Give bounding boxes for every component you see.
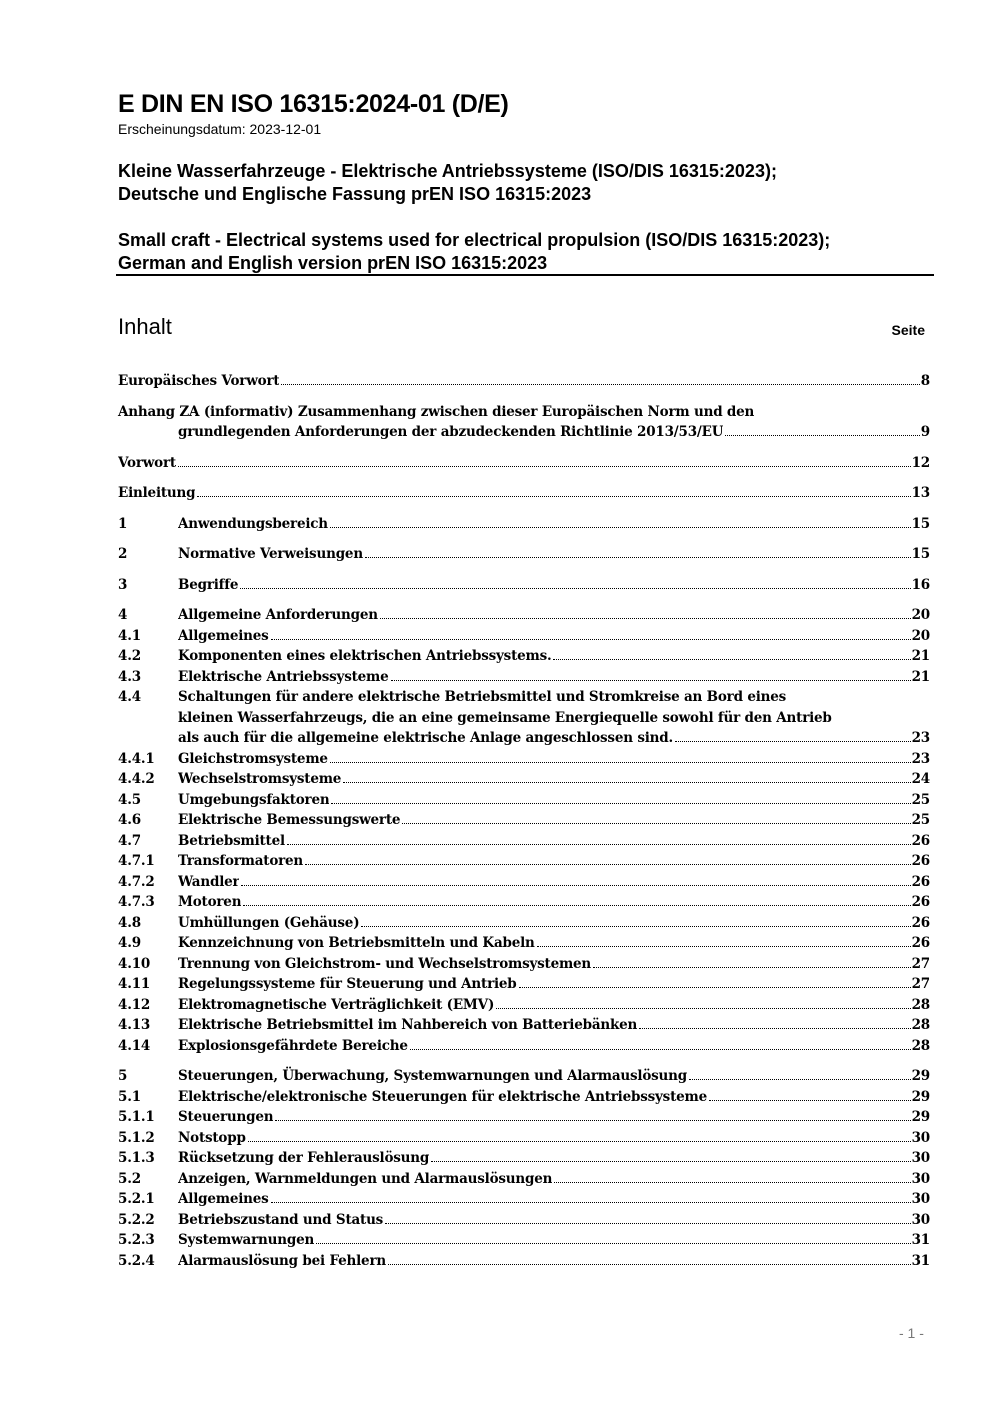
- page-column-label: Seite: [891, 322, 925, 338]
- toc-entry[interactable]: [118, 1148, 930, 1169]
- toc-entry-number: 4.6: [118, 812, 141, 828]
- toc-entry-number: 4.10: [118, 955, 151, 972]
- toc-entry-number: 3: [118, 576, 128, 593]
- toc-entry-number: 4.5: [118, 791, 141, 808]
- toc-entry-number: 5: [118, 1068, 128, 1084]
- toc-entry-number: 4.3: [118, 668, 141, 685]
- toc-entry-page: 12: [911, 454, 930, 471]
- toc-entry[interactable]: [118, 1189, 930, 1210]
- toc-entry[interactable]: [118, 954, 930, 975]
- toc-entry[interactable]: [118, 646, 930, 667]
- dot-leader: [316, 1243, 911, 1244]
- toc-entry[interactable]: [118, 371, 930, 392]
- toc-entry-label: Schaltungen für andere elektrische Betriebsmittel und Stromkreise an Bord eines: [178, 689, 787, 705]
- toc-entry-label: als auch für die allgemeine elektrische Anlage angeschlossen sind.: [178, 730, 674, 746]
- title-divider: [116, 274, 934, 276]
- toc-entry-number: 4.1: [118, 627, 141, 644]
- toc-entry[interactable]: [118, 810, 930, 831]
- toc-entry[interactable]: [118, 851, 930, 872]
- toc-entry-number: 5.1.2: [118, 1129, 155, 1146]
- toc-entry-label: Betriebszustand und Status: [178, 1211, 384, 1228]
- toc-entry-number: 5.2.4: [118, 1252, 155, 1269]
- dot-leader: [330, 527, 911, 528]
- dot-leader: [178, 466, 911, 467]
- dot-leader: [675, 741, 911, 742]
- dot-leader: [554, 1182, 910, 1183]
- toc-entry-page: 8: [920, 373, 930, 389]
- toc-entry-number: 4.7: [118, 832, 141, 849]
- toc-entry-number: 5.2: [118, 1170, 141, 1187]
- toc-entry-label: Notstopp: [178, 1129, 246, 1146]
- toc-entry[interactable]: [118, 422, 930, 443]
- toc-entry-number: 4: [118, 607, 128, 623]
- toc-heading: Inhalt: [118, 314, 172, 339]
- toc-entry[interactable]: [118, 544, 930, 565]
- toc-entry-page: 21: [911, 648, 930, 664]
- toc-entry-label: Allgemeines: [178, 1191, 269, 1207]
- toc-entry-label: Elektrische/elektronische Steuerungen für elektrische Antriebssysteme: [178, 1088, 707, 1105]
- toc-entry-page: 26: [911, 935, 930, 951]
- toc-entry[interactable]: [118, 514, 930, 535]
- dot-leader: [431, 1161, 910, 1162]
- toc-entry-number: 4.9: [118, 935, 141, 951]
- toc-entry[interactable]: [118, 790, 930, 811]
- toc-entry-number: 5.2.2: [118, 1211, 155, 1228]
- toc-entry[interactable]: [118, 1230, 930, 1251]
- toc-entry-label: Wechselstromsysteme: [178, 771, 342, 787]
- toc-entry-number: 4.11: [118, 976, 151, 992]
- dot-leader: [305, 864, 911, 865]
- toc-entry-label: Elektrische Betriebsmittel im Nahbereich von Batteriebänken: [178, 1017, 638, 1033]
- toc-entry[interactable]: [118, 1066, 930, 1087]
- toc-entry-page: 23: [911, 750, 930, 767]
- toc-entry-label: Betriebsmittel: [178, 832, 285, 849]
- toc-entry-page: 21: [911, 668, 930, 685]
- toc-entry[interactable]: [118, 626, 930, 647]
- page-number: - 1 -: [899, 1325, 924, 1341]
- toc-entry[interactable]: [118, 892, 930, 913]
- toc-entry-label: Umhüllungen (Gehäuse): [178, 914, 360, 931]
- toc-entry-label: grundlegenden Anforderungen der abzudeckenden Richtlinie 2013/53/EU: [178, 424, 724, 440]
- toc-entry-annex-line1[interactable]: Anhang ZA (informativ) Zusammenhang zwischen dieser Europäischen Norm und den: [118, 403, 755, 420]
- toc-entry-page: 9: [920, 424, 930, 440]
- toc-entry-number: 4.4.2: [118, 771, 155, 787]
- toc-entry-number: 5.2.1: [118, 1191, 155, 1207]
- dot-leader: [391, 680, 911, 681]
- toc-entry-number: 4.7.2: [118, 873, 155, 890]
- dot-leader: [243, 905, 910, 906]
- dot-leader: [709, 1100, 911, 1101]
- toc-entry-page: 28: [911, 1037, 930, 1054]
- dot-leader: [380, 618, 911, 619]
- toc-entry-page: 26: [911, 894, 930, 910]
- toc-entry-number: 4.12: [118, 996, 151, 1013]
- dot-leader: [385, 1223, 911, 1224]
- toc-entry-page: 27: [911, 976, 930, 992]
- toc-entry-label: Explosionsgefährdete Bereiche: [178, 1037, 408, 1054]
- title-english: [118, 229, 830, 275]
- toc-entry-page: 29: [911, 1088, 930, 1105]
- dot-leader: [330, 762, 911, 763]
- dot-leader: [248, 1141, 911, 1142]
- dot-leader: [287, 844, 911, 845]
- toc-entry-page: 25: [911, 812, 930, 828]
- toc-entry-page: 29: [911, 1109, 930, 1125]
- toc-entry-label: Motoren: [178, 894, 242, 910]
- toc-entry-page: 26: [911, 832, 930, 849]
- toc-entry-label: Anwendungsbereich: [178, 515, 328, 532]
- document-id: E DIN EN ISO 16315:2024-01 (D/E): [118, 90, 509, 118]
- toc-entry-page: 20: [911, 627, 930, 644]
- toc-entry[interactable]: [118, 728, 930, 749]
- dot-leader: [240, 588, 910, 589]
- dot-leader: [241, 885, 910, 886]
- toc-entry-label: Vorwort: [118, 454, 176, 471]
- toc-entry-4-4-line2[interactable]: kleinen Wasserfahrzeugs, die an eine gemeinsame Energiequelle sowohl für den Antrieb: [178, 709, 832, 726]
- toc-entry-page: 30: [911, 1150, 930, 1166]
- toc-entry-number: 5.1: [118, 1088, 141, 1105]
- toc-entry-page: 30: [911, 1170, 930, 1187]
- toc-entry[interactable]: [118, 605, 930, 626]
- toc-entry-number: 1: [118, 515, 128, 532]
- toc-entry-label: Alarmauslösung bei Fehlern: [178, 1252, 386, 1269]
- title-english-line: Small craft - Electrical systems used for electrical propulsion (ISO/DIS 16315:2023);: [118, 230, 831, 250]
- dot-leader: [689, 1079, 911, 1080]
- toc-entry-page: 26: [911, 853, 930, 869]
- toc-entry-page: 23: [911, 730, 930, 746]
- toc-entry-number: 2: [118, 546, 128, 562]
- toc-entry-label: Elektrische Antriebssysteme: [178, 668, 389, 685]
- dot-leader: [496, 1008, 910, 1009]
- toc-entry-number: 4.4: [118, 689, 141, 705]
- toc-entry-label: Trennung von Gleichstrom- und Wechselstromsystemen: [178, 955, 592, 972]
- toc-entry[interactable]: [118, 575, 930, 596]
- toc-entry-label: Allgemeine Anforderungen: [178, 607, 378, 623]
- toc-entry-label: Elektromagnetische Verträglichkeit (EMV): [178, 996, 495, 1013]
- toc-entry[interactable]: [118, 995, 930, 1016]
- toc-entry-page: 25: [911, 791, 930, 808]
- toc-entry-page: 27: [911, 955, 930, 972]
- dot-leader: [343, 782, 910, 783]
- dot-leader: [365, 557, 911, 558]
- toc-entry-number: 5.2.3: [118, 1232, 155, 1248]
- dot-leader: [361, 926, 910, 927]
- toc-entry-label: Umgebungsfaktoren: [178, 791, 330, 808]
- toc-entry-label: Wandler: [178, 873, 240, 890]
- dot-leader: [281, 384, 919, 385]
- toc-entry-label: Normative Verweisungen: [178, 546, 363, 562]
- toc-entry-label: Allgemeines: [178, 627, 269, 644]
- toc-entry-label: Einleitung: [118, 485, 196, 501]
- dot-leader: [197, 496, 910, 497]
- toc-entry-page: 30: [911, 1129, 930, 1146]
- toc-entry[interactable]: [118, 1036, 930, 1057]
- toc-entry-label: Regelungssysteme für Steuerung und Antrieb: [178, 976, 517, 992]
- toc-entry[interactable]: [118, 453, 930, 474]
- toc-entry-label: Anzeigen, Warnmeldungen und Alarmauslösungen: [178, 1170, 553, 1187]
- toc-entry-number: 5.1.1: [118, 1109, 155, 1125]
- toc-entry[interactable]: [118, 1210, 930, 1231]
- dot-leader: [271, 639, 911, 640]
- toc-entry[interactable]: [118, 1251, 930, 1272]
- toc-entry-number: 4.14: [118, 1037, 151, 1054]
- toc-entry-page: 16: [911, 576, 930, 593]
- toc-entry-label: Elektrische Bemessungswerte: [178, 812, 401, 828]
- toc-entry-page: 31: [911, 1232, 930, 1248]
- toc-entry-page: 13: [911, 485, 930, 501]
- toc-entry-label: Europäisches Vorwort: [118, 373, 280, 389]
- toc-entry[interactable]: [118, 913, 930, 934]
- toc-entry-label: Begriffe: [178, 576, 239, 593]
- title-german: [118, 160, 777, 206]
- toc-entry[interactable]: [118, 769, 930, 790]
- toc-entry[interactable]: [118, 1015, 930, 1036]
- toc-entry[interactable]: [118, 872, 930, 893]
- dot-leader: [639, 1028, 910, 1029]
- toc-entry-page: 15: [911, 546, 930, 562]
- toc-entry-page: 26: [911, 914, 930, 931]
- toc-entry[interactable]: [118, 667, 930, 688]
- toc-entry-label: Gleichstromsysteme: [178, 750, 328, 767]
- toc-entry[interactable]: [118, 933, 930, 954]
- toc-entry[interactable]: [118, 1169, 930, 1190]
- title-english-line: German and English version prEN ISO 16315:2023: [118, 253, 548, 273]
- toc-entry-label: Systemwarnungen: [178, 1232, 315, 1248]
- toc-entry-page: 31: [911, 1252, 930, 1269]
- dot-leader: [553, 659, 910, 660]
- toc-entry-page: 15: [911, 515, 930, 532]
- toc-entry-page: 30: [911, 1211, 930, 1228]
- toc-entry-page: 24: [911, 771, 930, 787]
- table-of-contents: [118, 371, 930, 1271]
- dot-leader: [388, 1264, 911, 1265]
- dot-leader: [519, 987, 911, 988]
- toc-entry-page: 26: [911, 873, 930, 890]
- toc-entry[interactable]: [118, 831, 930, 852]
- dot-leader: [402, 823, 910, 824]
- dot-leader: [537, 946, 911, 947]
- dot-leader: [331, 803, 910, 804]
- toc-entry-page: 29: [911, 1068, 930, 1084]
- title-german-line: Deutsche und Englische Fassung prEN ISO 16315:2023: [118, 184, 592, 204]
- toc-entry[interactable]: [118, 1087, 930, 1108]
- toc-entry-label: Rücksetzung der Fehlerauslösung: [178, 1150, 430, 1166]
- toc-entry-label: Kennzeichnung von Betriebsmitteln und Kabeln: [178, 935, 535, 951]
- publication-date: Erscheinungsdatum: 2023-12-01: [118, 121, 322, 137]
- dot-leader: [271, 1202, 911, 1203]
- toc-entry[interactable]: [118, 974, 930, 995]
- dot-leader: [410, 1049, 911, 1050]
- toc-entry-label: Steuerungen, Überwachung, Systemwarnungen und Alarmauslösung: [178, 1068, 688, 1084]
- toc-entry-number: 4.4.1: [118, 750, 155, 767]
- toc-entry-number: 5.1.3: [118, 1150, 155, 1166]
- toc-entry-number: 4.13: [118, 1017, 151, 1033]
- toc-entry-number: 4.7.3: [118, 894, 155, 910]
- dot-leader: [725, 435, 919, 436]
- toc-entry-page: 20: [911, 607, 930, 623]
- toc-entry-4-4-line1[interactable]: [118, 687, 930, 708]
- toc-entry-number: 4.8: [118, 914, 141, 931]
- toc-entry[interactable]: [118, 1128, 930, 1149]
- toc-entry[interactable]: [118, 483, 930, 504]
- toc-entry-label: Transformatoren: [178, 853, 304, 869]
- toc-entry-page: 28: [911, 996, 930, 1013]
- toc-entry-number: 4.2: [118, 648, 141, 664]
- title-german-line: Kleine Wasserfahrzeuge - Elektrische Antriebssysteme (ISO/DIS 16315:2023);: [118, 161, 777, 181]
- toc-entry-label: Steuerungen: [178, 1109, 274, 1125]
- toc-entry-number: 4.7.1: [118, 853, 155, 869]
- toc-entry-page: 28: [911, 1017, 930, 1033]
- toc-entry-page: 30: [911, 1191, 930, 1207]
- toc-entry-label: Komponenten eines elektrischen Antriebssystems.: [178, 648, 552, 664]
- dot-leader: [275, 1120, 910, 1121]
- dot-leader: [593, 967, 911, 968]
- toc-entry[interactable]: [118, 1107, 930, 1128]
- toc-entry[interactable]: [118, 749, 930, 770]
